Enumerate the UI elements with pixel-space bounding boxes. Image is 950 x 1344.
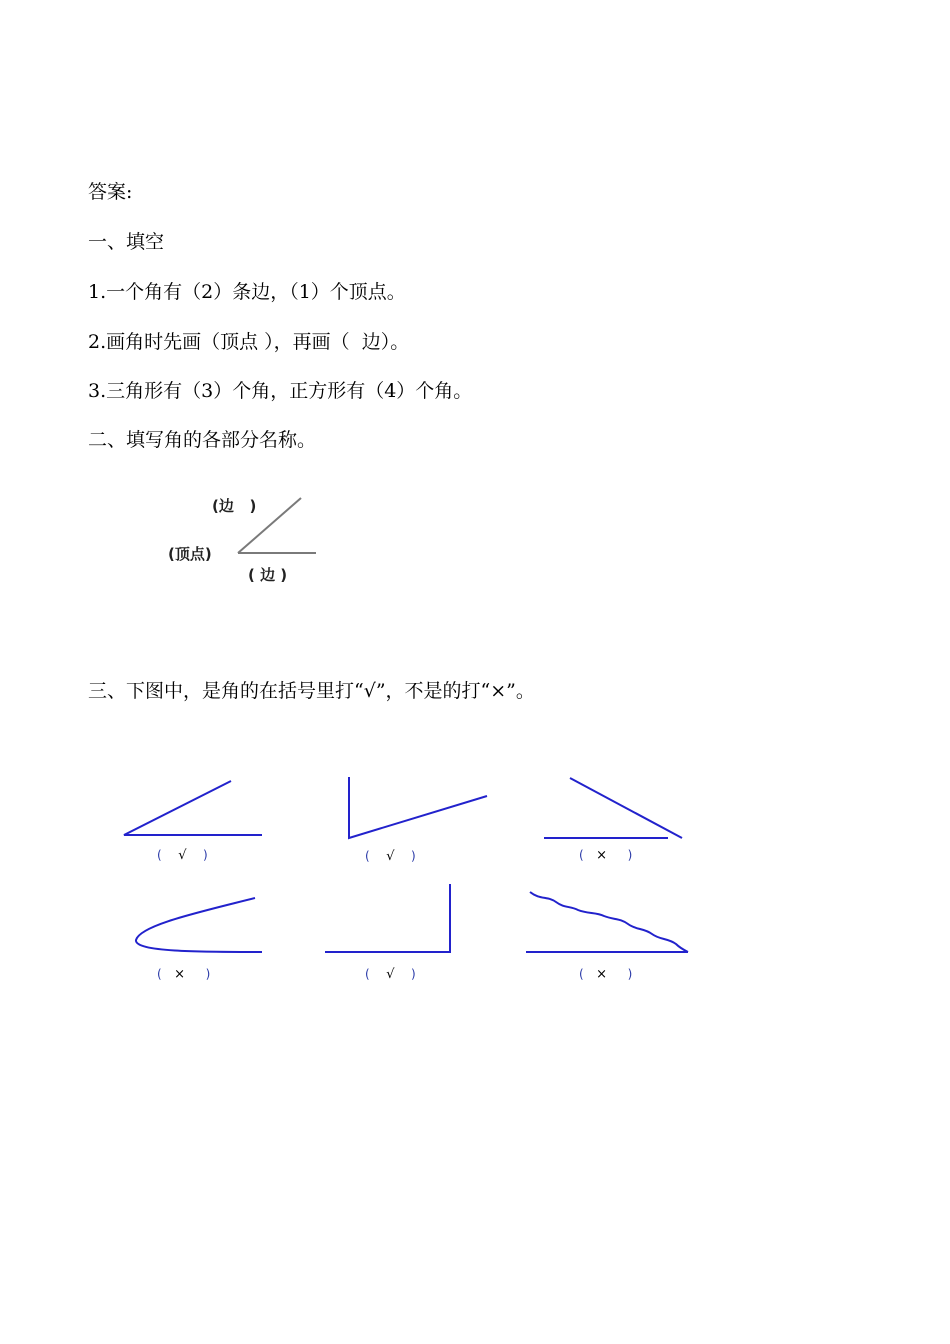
answer-5-mark: √ [386,967,395,982]
section-judge-angles: 三、下图中，是角的在括号里打“√”，不是的打“×”。 [88,680,535,702]
shape-2-angle [349,777,487,838]
answer-2-mark: √ [386,849,395,864]
question-1: 1.一个角有（2）条边，（1）个顶点。 [88,281,406,303]
answer-6: ( × ) [579,967,633,982]
answer-4-mark: × [174,967,185,982]
answer-1: ( √ ) [157,848,208,863]
edge-top-label: (边 ) [212,497,257,515]
section-fill-blank: 一、填空 [88,231,165,253]
shape-3-not-angle [544,778,682,838]
shape-1-acute-angle [124,781,262,835]
answer-2: ( √ ) [365,849,416,864]
shape-6-wavy [526,892,688,952]
vertex-label: (顶点) [168,545,212,563]
question-3: 3.三角形有（3）个角，正方形有（4）个角。 [88,380,473,402]
answer-6-mark: × [596,967,607,982]
section-angle-parts: 二、填写角的各部分名称。 [88,429,317,451]
answer-3-mark: × [596,848,607,863]
answer-3: ( × ) [579,848,633,863]
shape-5-right-angle [325,884,450,952]
answer-4: ( × ) [157,967,211,982]
answer-5: ( √ ) [365,967,416,982]
edge-bottom-label: ( 边 ) [248,566,288,584]
shape-4-curve [136,898,262,952]
question-2: 2.画角时先画（顶点 ），再画（ 边）。 [88,331,410,353]
answer-heading: 答案: [88,181,133,203]
answer-1-mark: √ [178,848,187,863]
